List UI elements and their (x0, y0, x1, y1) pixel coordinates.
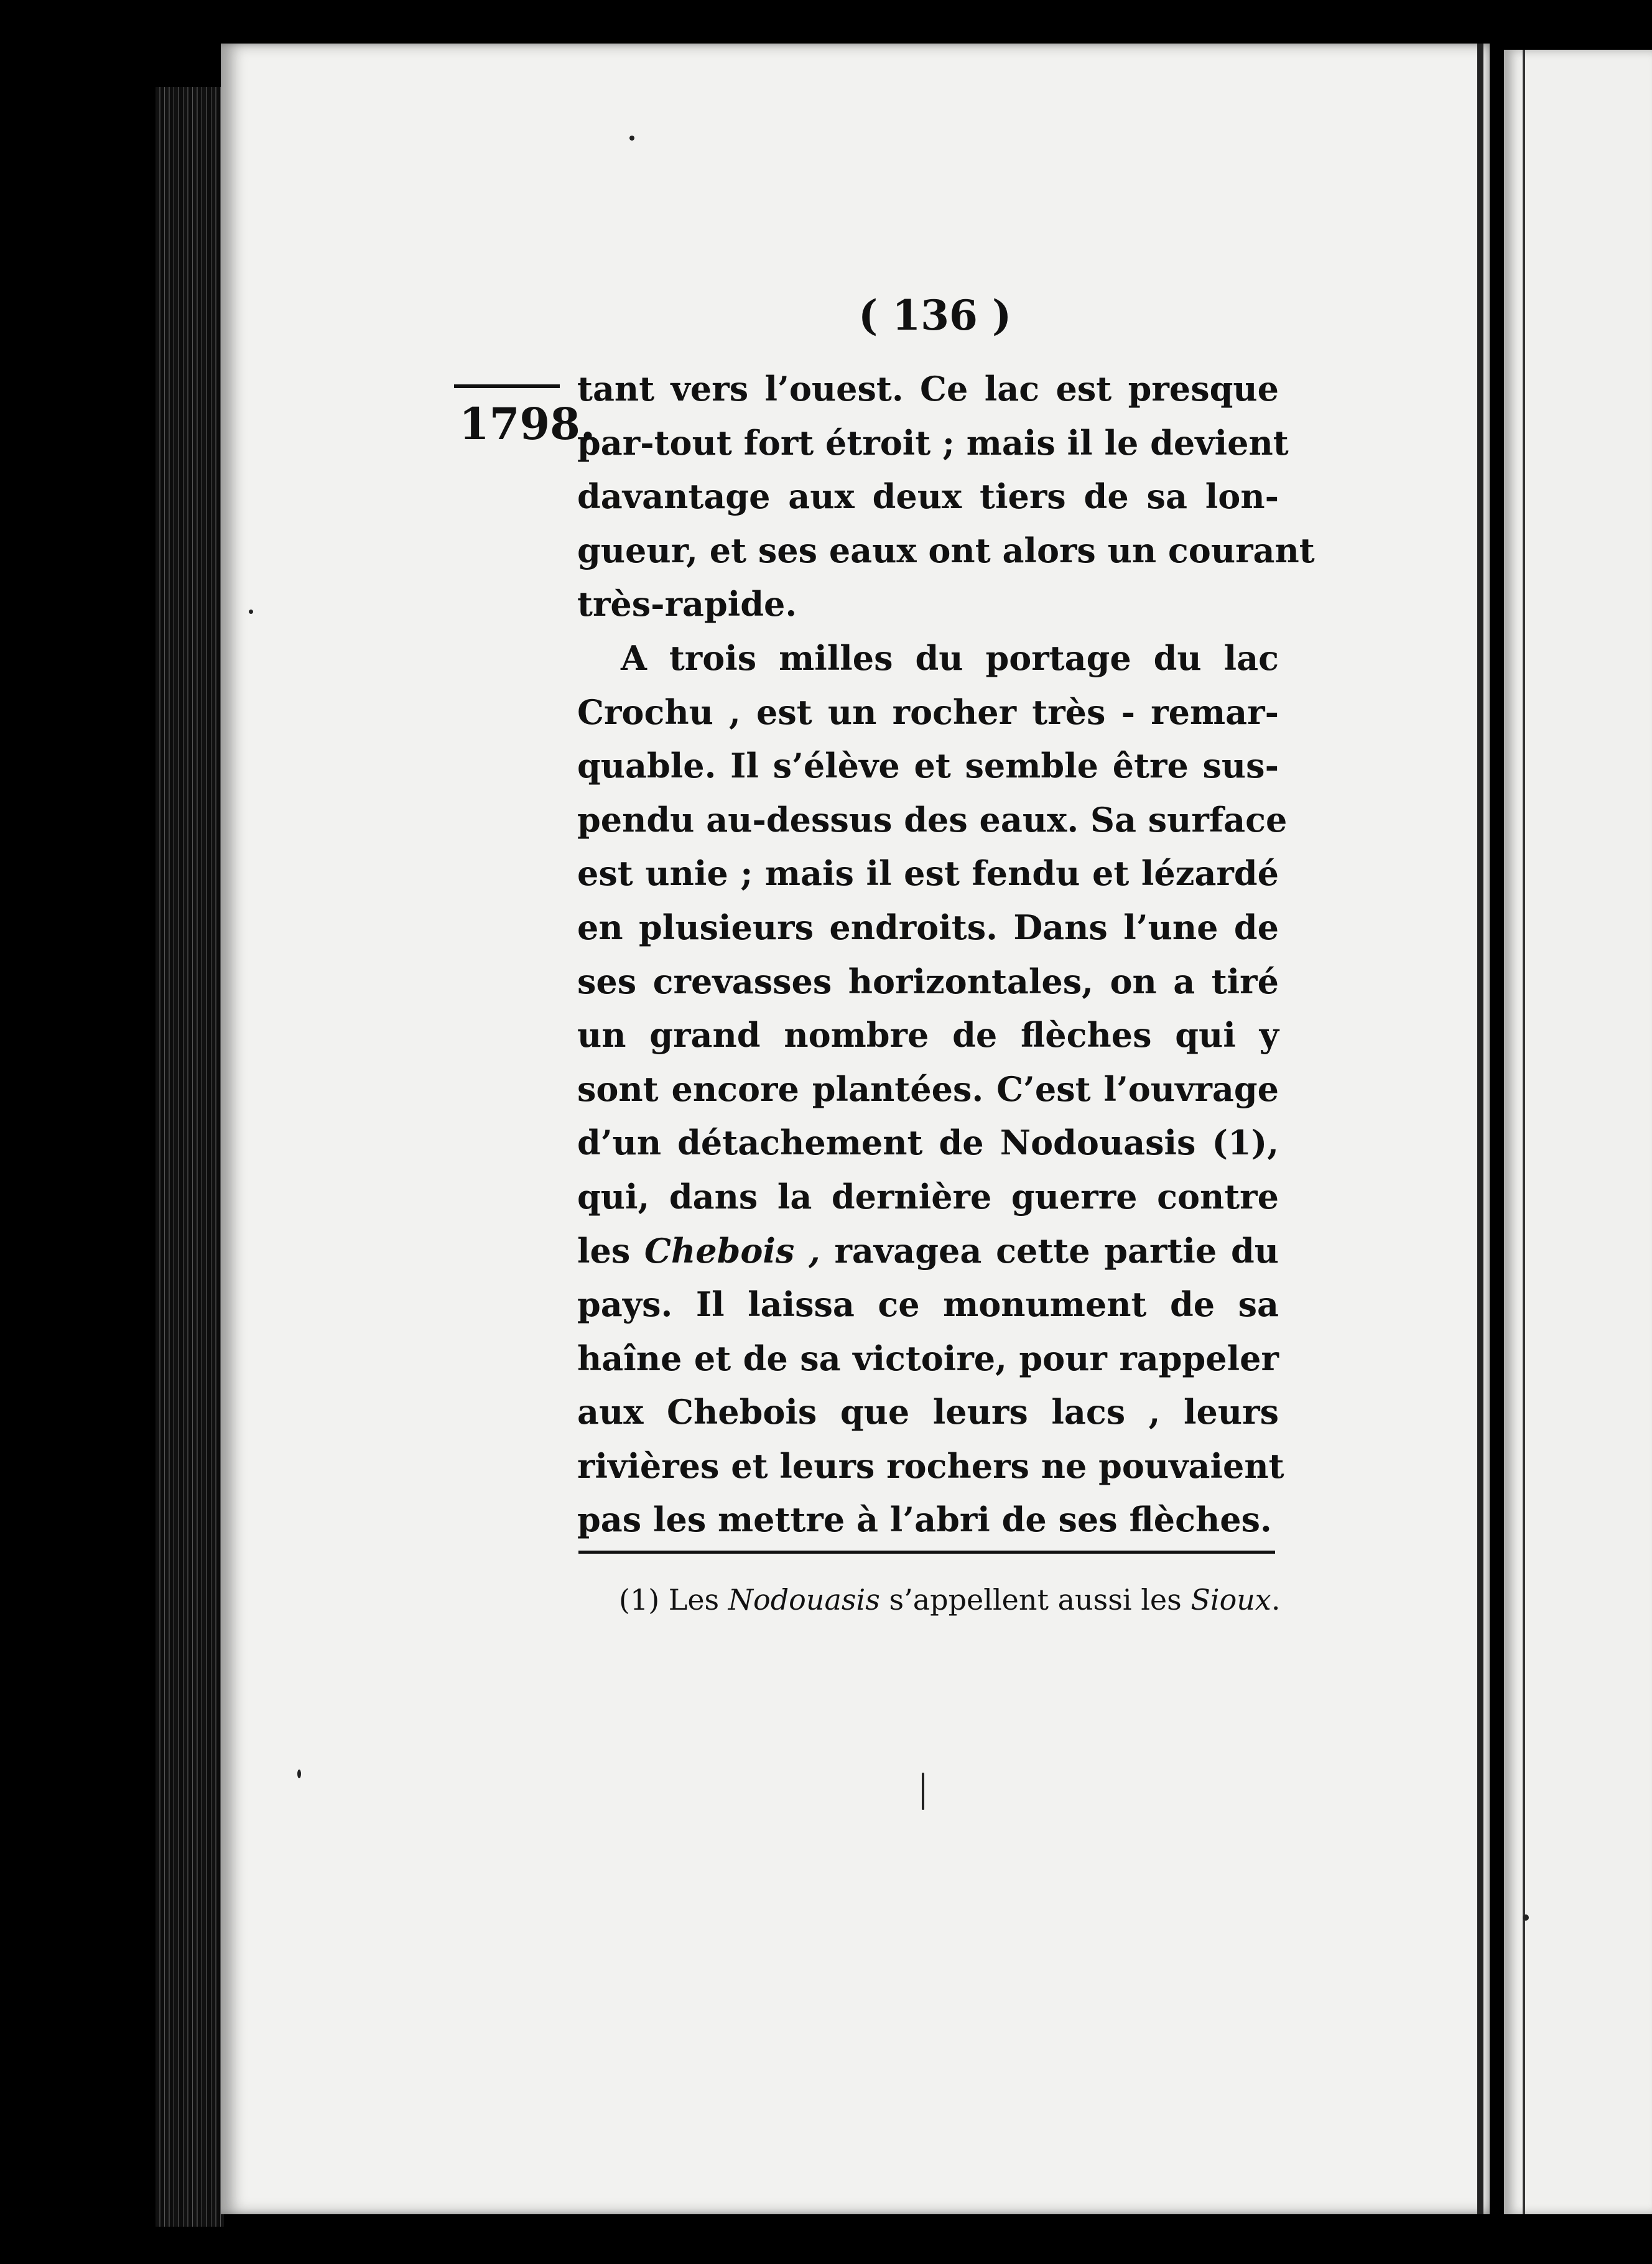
footnote-end: . (1271, 1583, 1281, 1617)
page-number: ( 136 ) (858, 291, 1012, 340)
text-line: Crochu , est un rocher très - remar- (577, 692, 1279, 732)
italic-name: Chebois , (644, 1230, 820, 1271)
text-line: A trois milles du portage du lac (621, 638, 1279, 678)
text-line: un grand nombre de flèches qui y (577, 1015, 1279, 1055)
book-fore-edge (155, 87, 224, 2227)
text-line: d’un détachement de Nodouasis (1), (577, 1123, 1279, 1163)
footnote (619, 1583, 1281, 1617)
footnote-name: Nodouasis (728, 1583, 880, 1617)
footnote-rule (578, 1551, 1275, 1554)
text-line: aux Chebois que leurs lacs , leurs (577, 1392, 1279, 1432)
text-line: très-rapide. (577, 584, 797, 624)
text-line: est unie ; mais il est fendu et lézardé (577, 853, 1279, 894)
text-line: pays. Il laissa ce monument de sa (577, 1284, 1279, 1325)
text-fragment: les (577, 1230, 644, 1271)
margin-year: 1798. (459, 398, 596, 450)
text-line: quable. Il s’élève et semble être sus- (577, 746, 1279, 786)
text-line: par-tout fort étroit ; mais il le devient (577, 422, 1289, 463)
text-line (577, 1224, 1279, 1278)
page-edge (1477, 44, 1483, 2214)
scan-speck (922, 1773, 924, 1810)
text-fragment: ravagea cette partie du (820, 1230, 1279, 1271)
scan-speck (249, 610, 253, 614)
text-line: pendu au-dessus des eaux. Sa surface (577, 799, 1288, 840)
scan-speck (1523, 1914, 1529, 1921)
text-line: rivières et leurs rochers ne pouvaient (577, 1445, 1284, 1486)
footnote-marker: (1) Les (619, 1583, 728, 1617)
text-line: gueur, et ses eaux ont alors un courant (577, 530, 1315, 570)
footnote-text: s’appellent aussi les (879, 1583, 1191, 1617)
footnote-name: Sioux (1190, 1583, 1271, 1617)
margin-rule (454, 384, 560, 388)
body-text (577, 362, 1315, 1547)
text-line: sont encore plantées. C’est l’ouvrage (577, 1069, 1279, 1109)
facing-page-gutter (1523, 50, 1525, 2214)
scan-speck (297, 1770, 301, 1778)
text-line: ses crevasses horizontales, on a tiré (577, 961, 1279, 1001)
scan-speck (629, 136, 634, 141)
text-line: tant vers l’ouest. Ce lac est presque (577, 369, 1279, 409)
text-line: pas les mettre à l’abri de ses flèches. (577, 1500, 1272, 1540)
text-line: haîne et de sa victoire, pour rappeler (577, 1338, 1279, 1378)
facing-page-edge (1504, 50, 1652, 2214)
text-line: davantage aux deux tiers de sa lon- (577, 476, 1279, 517)
text-line: qui, dans la dernière guerre contre (577, 1176, 1279, 1217)
text-line: en plusieurs endroits. Dans l’une de (577, 907, 1279, 947)
